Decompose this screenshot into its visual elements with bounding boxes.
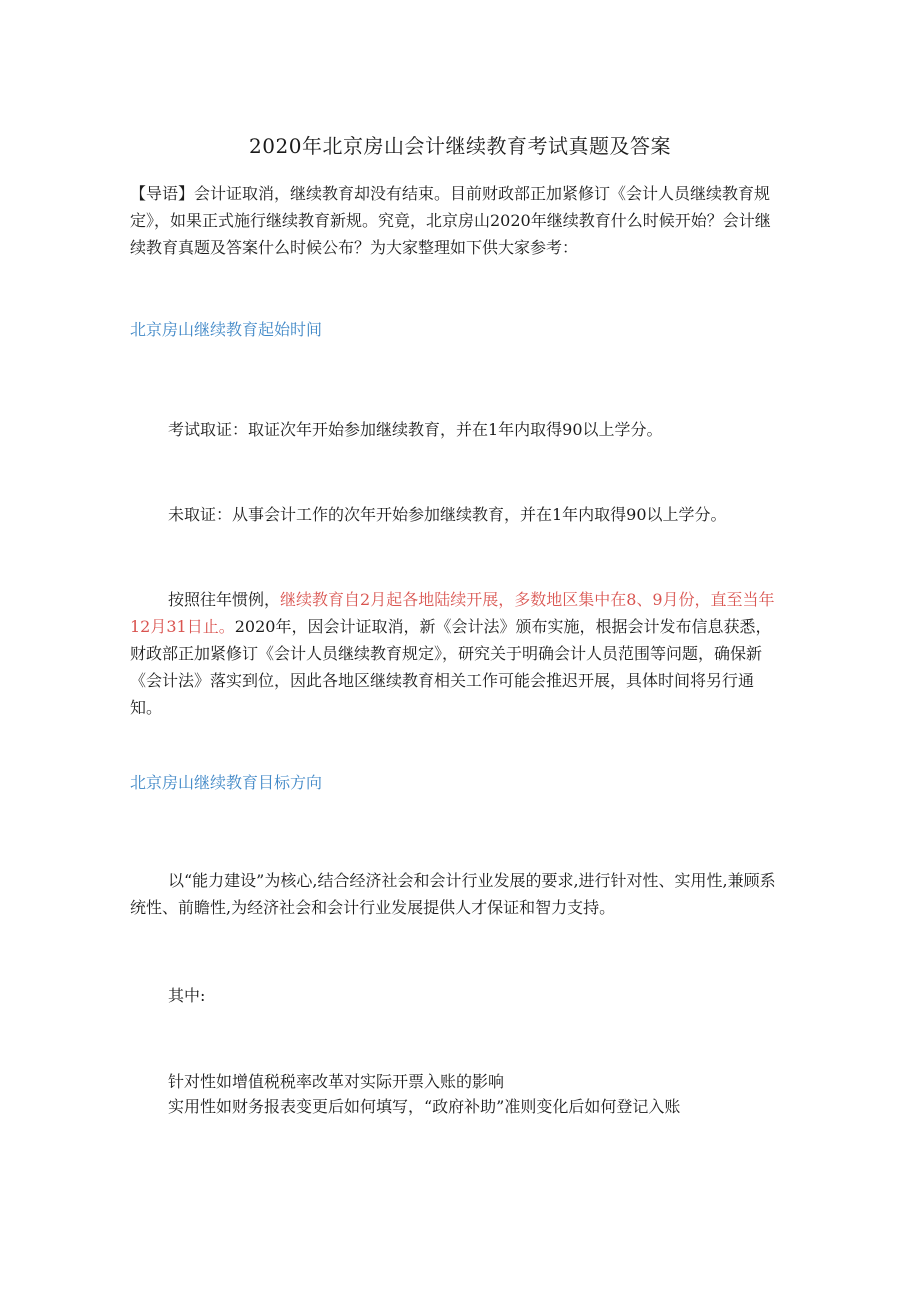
targeted-example: 针对性如增值税税率改革对实际开票入账的影响 (168, 1072, 505, 1091)
section-heading-start-time: 北京房山继续教育起始时间 (130, 320, 323, 339)
document-title: 2020年北京房山会计继续教育考试真题及答案 (249, 134, 671, 158)
practical-example: 实用性如财务报表变更后如何填写，“政府补助”准则变化后如何登记入账 (168, 1097, 681, 1116)
exam-certificate-paragraph: 考试取证：取证次年开始参加继续教育，并在1年内取得90以上学分。 (168, 420, 663, 439)
among-label: 其中: (168, 986, 206, 1005)
schedule-highlight: 继续教育自2月起各地陆续开展，多数地区集中在8、9月份，直至当年12月31日止。 (130, 590, 775, 636)
schedule-rest: 2020年，因会计证取消，新《会计法》颁布实施，根据会计发布信息获悉，财政部正加紧修订《会计人员继续教育规定》，研究关于明确会计人员范围等问题，确保新《会计法》落实到位，因此各地区继续教育相关工作可能会推迟开展，具体时间将另行通知。 (130, 617, 772, 717)
schedule-paragraph (130, 586, 778, 721)
schedule-prefix: 按照往年惯例， (168, 590, 281, 609)
goal-paragraph: 以“能力建设”为核心,结合经济社会和会计行业发展的要求,进行针对性、实用性,兼顾系统性、前瞻性,为经济社会和会计行业发展提供人才保证和智力支持。 (130, 871, 776, 917)
section-heading-goal: 北京房山继续教育目标方向 (130, 773, 323, 792)
no-certificate-paragraph: 未取证：从事会计工作的次年开始参加继续教育，并在1年内取得90以上学分。 (168, 505, 727, 524)
intro-paragraph: 【导语】会计证取消，继续教育却没有结束。目前财政部正加紧修订《会计人员继续教育规定》，如果正式施行继续教育新规。究竟，北京房山2020年继续教育什么时候开始？会计继续教育真题及答案什么时候公布？为大家整理如下供大家参考： (130, 184, 771, 257)
